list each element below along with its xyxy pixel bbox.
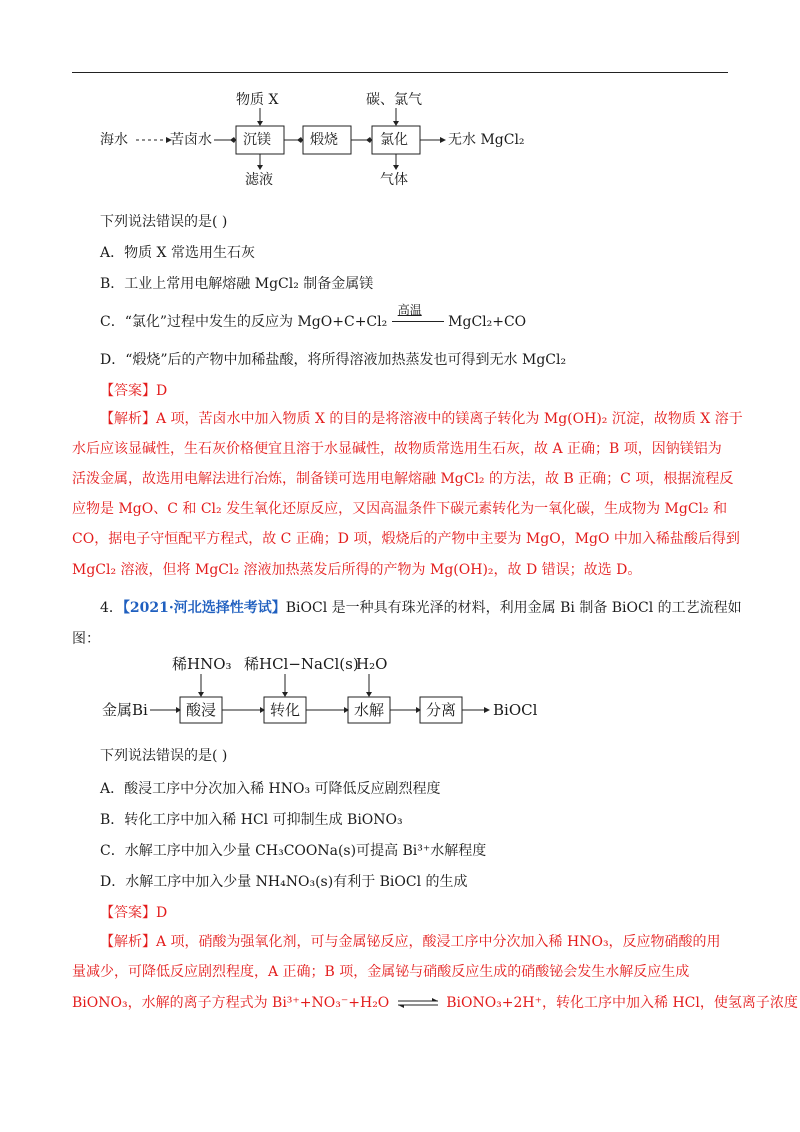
label-product-mgcl2: 无水 MgCl₂ [448,132,525,148]
label-step-shuijie: 水解 [354,701,385,719]
label-step-lvhua: 氯化 [380,132,408,148]
label-metal-bi: 金属Bi [102,701,148,719]
q3-option-c-products: MgCl₂+CO [448,314,527,330]
label-output-gas: 气体 [380,172,408,188]
label-step-suanjin: 酸浸 [186,701,217,719]
label-input-carbon-chlorine: 碳、氯气 [366,92,422,108]
label-seawater: 海水 [100,132,128,148]
label-input-hno3: 稀HNO₃ [172,655,232,673]
q3-analysis-line-1: 【解析】A 项，苦卤水中加入物质 X 的目的是将溶液中的镁离子转化为 Mg(OH)₂ 沉淀，故物质 X 溶于 [100,411,743,427]
q4-number: 4． [100,600,123,616]
q3-option-d: D．“煅烧”后的产物中加稀盐酸，将所得溶液加热蒸发也可得到无水 MgCl₂ [100,352,567,368]
q3-stem: 下列说法错误的是( ) [100,214,228,230]
q3-option-b: B．工业上常用电解熔融 MgCl₂ 制备金属镁 [100,276,374,292]
q4-option-c: C．水解工序中加入少量 CH₃COONa(s)可提高 Bi³⁺水解程度 [100,843,487,859]
label-input-h2o: H₂O [356,655,388,673]
q4-analysis-line-3-pre: BiONO₃，水解的离子方程式为 Bi³⁺+NO₃⁻+H₂O [72,995,390,1011]
q4-answer: 【答案】D [100,905,168,921]
label-step-zhuanhua: 转化 [270,701,301,719]
q4-analysis-line-1: 【解析】A 项，硝酸为强氧化剂，可与金属铋反应，酸浸工序中分次加入稀 HNO₃，反应物硝酸的用 [100,934,721,950]
q3-analysis-line-4: 应物是 MgO、C 和 Cl₂ 发生氧化还原反应，又因高温条件下碳元素转化为一氧化碳，生成物为 MgCl₂ 和 [72,501,728,517]
q4-option-b: B．转化工序中加入稀 HCl 可抑制生成 BiONO₃ [100,812,403,828]
q4-stem-line-2: 图： [72,631,100,647]
q3-option-c-reactants: C．“氯化”过程中发生的反应为 MgO+C+Cl₂ [100,314,388,330]
q4-option-d: D．水解工序中加入少量 NH₄NO₃(s)有利于 BiOCl 的生成 [100,874,468,890]
q3-answer: 【答案】D [100,383,168,399]
q3-analysis-line-5: CO，据电子守恒配平方程式，故 C 正确；D 项，煅烧后的产物中主要为 MgO，MgO 中加入稀盐酸后得到 [72,531,740,547]
label-step-fenli: 分离 [426,701,457,719]
q4-stem-2: 下列说法错误的是( ) [100,748,228,764]
q3-analysis-line-3: 活泼金属，故选用电解法进行冶炼，制备镁可选用电解熔融 MgCl₂ 的方法，故 B 正确；C 项，根据流程反 [72,471,734,487]
label-step-duanshao: 煅烧 [310,132,338,148]
q4-option-a: A．酸浸工序中分次加入稀 HNO₃ 可降低反应剧烈程度 [100,781,441,797]
q4-analysis-line-3 [72,993,798,1013]
q3-analysis-line-6: MgCl₂ 溶液，但将 MgCl₂ 溶液加热蒸发后所得的产物为 Mg(OH)₂，故 D 错误；故选 D。 [72,562,642,578]
q4-analysis-line-2: 量减少，可降低反应剧烈程度，A 正确；B 项，金属铋与硝酸反应生成的硝酸铋会发生水解反应生成 [72,964,690,980]
q3-analysis-line-2: 水后应该显碱性，生石灰价格便宜且溶于水显碱性，故物质常选用生石灰，故 A 正确；B 项，因钠镁铝为 [72,441,722,457]
equilibrium-arrow [396,997,440,1009]
condition-high-temp: 高温 [397,303,422,317]
label-product-biocl: BiOCl [493,701,538,719]
label-output-filtrate: 滤液 [245,172,273,188]
q4-analysis-line-3-post: BiONO₃+2H⁺，转化工序中加入稀 HCl，使氢离子浓度 [446,995,798,1011]
q4-stem-line-1: BiOCl 是一种具有珠光泽的材料，利用金属 Bi 制备 BiOCl 的工艺流程如 [285,600,742,616]
label-input-hcl-nacl: 稀HCl−NaCl(s) [244,655,359,673]
label-brine: 苦卤水 [170,132,212,148]
q4-source: 【2021·河北选择性考试】 [122,600,286,616]
label-input-x: 物质 X [236,92,279,108]
q3-option-a: A．物质 X 常选用生石灰 [100,245,255,261]
label-step-chenmei: 沉镁 [243,132,271,148]
